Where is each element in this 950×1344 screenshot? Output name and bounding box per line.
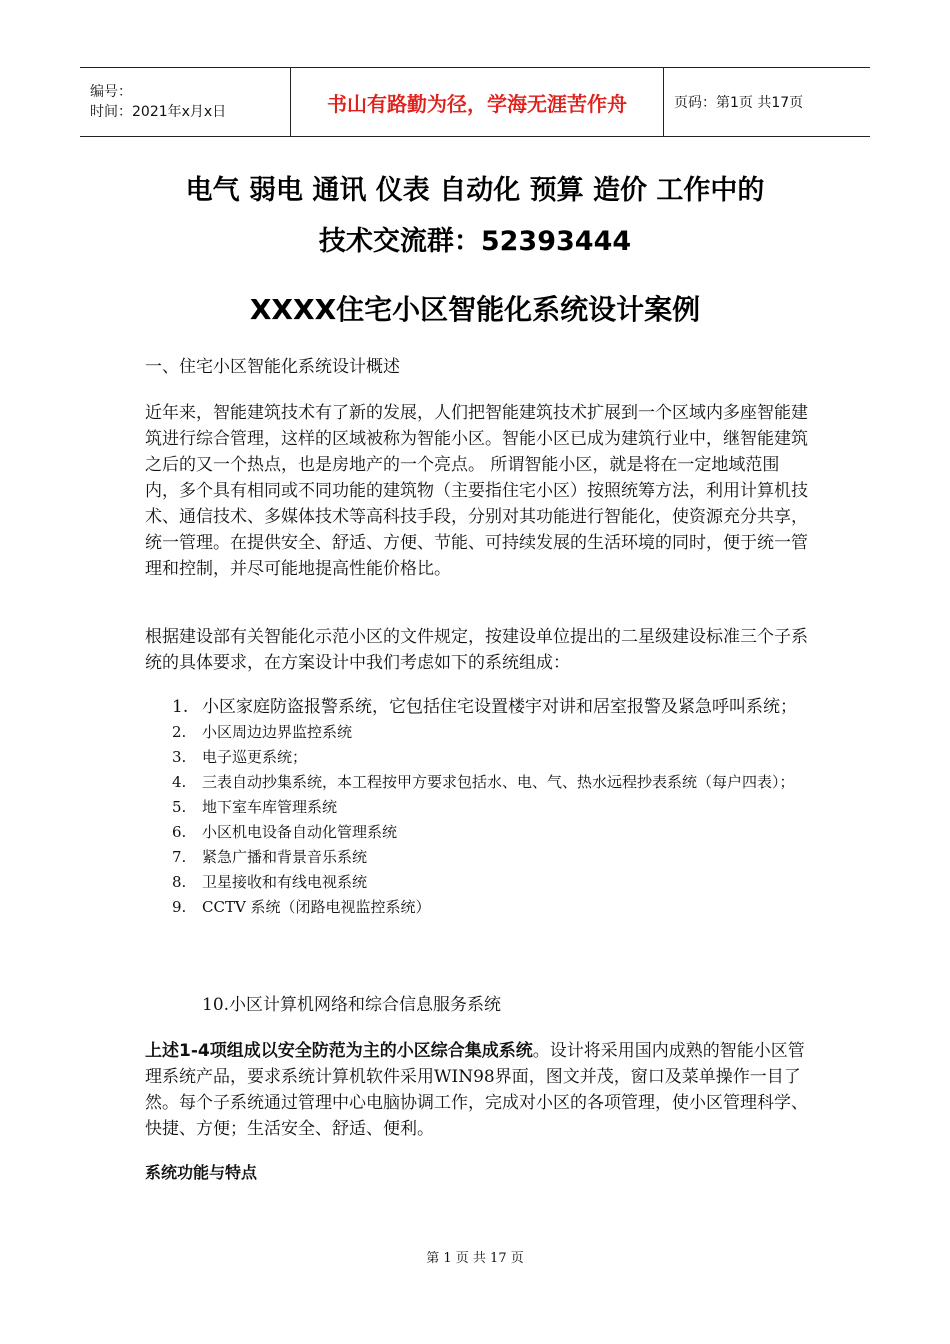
number-label: 编号： [90, 84, 132, 100]
list-item-text: 小区家庭防盗报警系统，它包括住宅设置楼宇对讲和居室报警及紧急呼叫系统； [202, 697, 797, 717]
header-meta [80, 68, 291, 137]
list-item-text: CCTV 系统（闭路电视监控系统） [202, 898, 431, 916]
page-footer: 第 1 页 共 17 页 [426, 1251, 524, 1266]
list-item-text: 卫星接收和有线电视系统 [202, 873, 368, 891]
list-item [172, 694, 812, 720]
time-label: 时间：2021年x月x日 [90, 104, 227, 120]
list-item [172, 770, 812, 795]
list-item-text: 小区机电设备自动化管理系统 [202, 823, 398, 841]
list-item [172, 795, 812, 820]
paragraph-body: 。设计将采用国内成熟的智能小区管理系统产品，要求系统计算机软件采用WIN98界面，图文并茂，窗口及菜单操作一目了然。每个子系统通过管理中心电脑协调工作，完成对小区的各项管理，使小区管理科学、快捷、方便；生活安全、舒适、便利。 [145, 1041, 808, 1139]
list-item-number: 1. [172, 697, 189, 717]
list-item-number: 4. [172, 773, 187, 791]
list-item [172, 845, 812, 870]
list-item-text: 紧急广播和背景音乐系统 [202, 848, 368, 866]
paragraph-integration [145, 1038, 810, 1142]
list-item-number: 7. [172, 848, 187, 866]
list-item [172, 720, 812, 745]
list-item-number: 6. [172, 823, 187, 841]
list-item-text: 地下室车库管理系统 [202, 798, 338, 816]
list-item-number: 9. [172, 898, 187, 916]
list-item-number: 8. [172, 873, 187, 891]
paragraph-emphasis: 上述1-4项组成以安全防范为主的小区综合集成系统 [145, 1041, 533, 1061]
header-page-info: 页码：第1页 共17页 [664, 68, 871, 137]
list-item [172, 870, 812, 895]
paragraph-requirements: 根据建设部有关智能化示范小区的文件规定，按建设单位提出的二星级建设标准三个子系统的具体要求，在方案设计中我们考虑如下的系统组成： [145, 627, 808, 673]
document-title: XXXX住宅小区智能化系统设计案例 [249, 293, 701, 326]
list-item-number: 3. [172, 748, 187, 766]
list-item [172, 895, 812, 920]
document-header [80, 67, 870, 137]
section-heading-features: 系统功能与特点 [145, 1163, 258, 1182]
list-item-number: 2. [172, 723, 187, 741]
list-item-text: 三表自动抄集系统，本工程按甲方要求包括水、电、气、热水远程抄表系统（每户四表）； [202, 773, 795, 791]
list-item-text: 小区周边边界监控系统 [202, 723, 353, 741]
list-item [172, 745, 812, 770]
list-item [172, 820, 812, 845]
list-item-text: 电子巡更系统； [202, 748, 308, 766]
group-title-line1: 电气 弱电 通讯 仪表 自动化 预算 造价 工作中的 [185, 175, 765, 206]
list-item-number: 5. [172, 798, 187, 816]
list-item-10: 10.小区计算机网络和综合信息服务系统 [202, 995, 502, 1015]
system-list [172, 694, 812, 920]
paragraph-intro: 近年来，智能建筑技术有了新的发展，人们把智能建筑技术扩展到一个区域内多座智能建筑进行综合管理，这样的区域被称为智能小区。智能小区已成为建筑行业中，继智能建筑之后的又一个热点，也是房地产的一个亮点。 所谓智能小区，就是将在一定地域范围内，多个具有相同或不同功能的建筑物（主要指住宅小区）按照统筹方法，利用计算机技术、通信技术、多媒体技术等高科技手段，分别对其功能进行智能化，使资源充分共享，统一管理。在提供安全、舒适、方便、节能、可持续发展的生活环境的同时，便于统一管理和控制，并尽可能地提高性能价格比。 [145, 403, 808, 579]
section-heading-overview: 一、住宅小区智能化系统设计概述 [145, 357, 400, 377]
header-motto: 书山有路勤为径，学海无涯苦作舟 [291, 68, 664, 137]
group-title-line2: 技术交流群：52393444 [318, 226, 632, 257]
